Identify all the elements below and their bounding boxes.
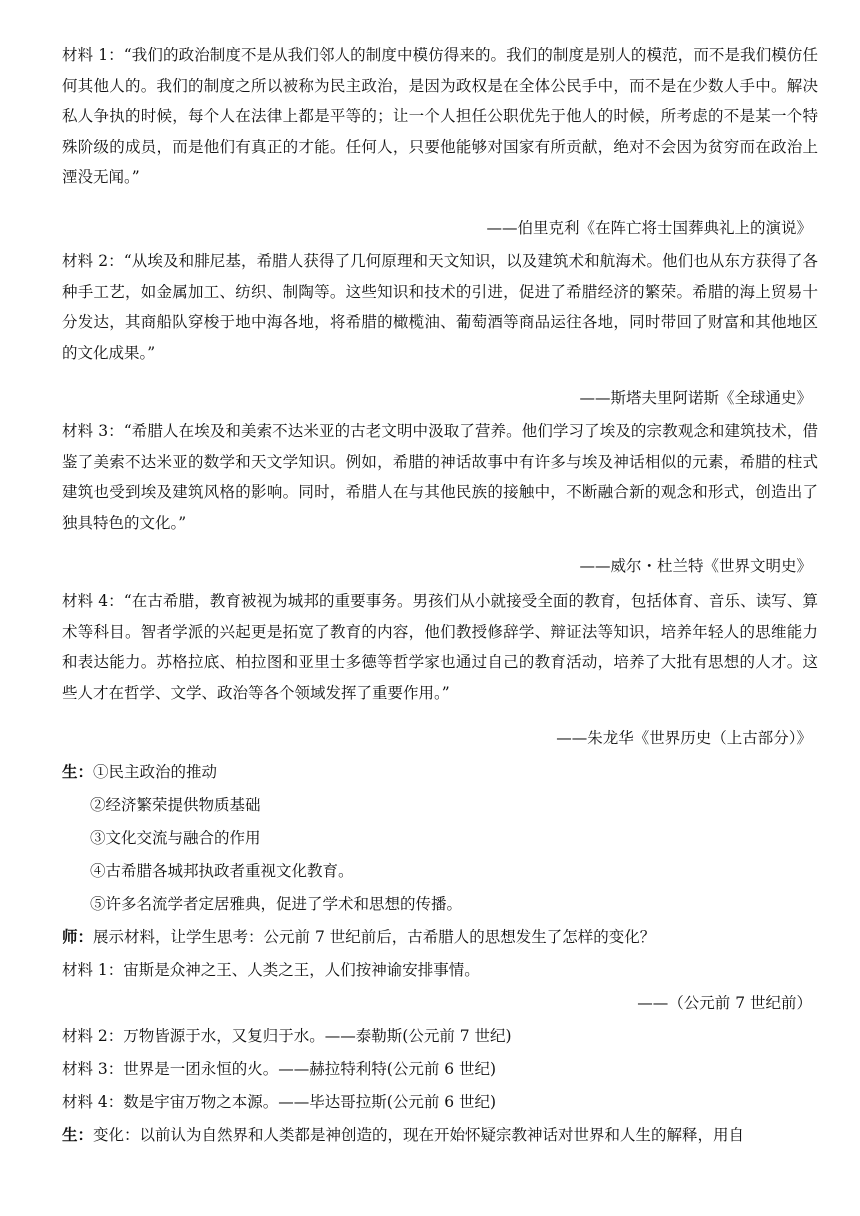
- material-4-source: ——朱龙华《世界历史（上古部分）》: [556, 729, 812, 747]
- material-2-source: ——斯塔夫里阿诺斯《全球通史》: [579, 389, 812, 407]
- material-3-paragraph: 材料 3：“希腊人在埃及和美索不达米亚的古老文明中汲取了营养。他们学习了埃及的宗教观念和建筑技术，借鉴了美索不达米亚的数学和天文学知识。例如，希腊的神话故事中有许多与埃及神话相似的元素，希腊的柱式建筑也受到埃及建筑风格的影响。同时，希腊人在与其他民族的接触中，不断融合新的观念和形式，创造出了独具特色的文化。”: [62, 422, 818, 532]
- material-b-3: 材料 3：世界是一团永恒的火。——赫拉特利特(公元前 6 世纪): [62, 1060, 497, 1078]
- material-b-2: 材料 2：万物皆源于水，又复归于水。——泰勒斯(公元前 7 世纪): [62, 1027, 512, 1045]
- speaker-label: 师：: [62, 927, 94, 946]
- material-3-source: ——威尔・杜兰特《世界文明史》: [579, 557, 812, 575]
- material-4-paragraph: 材料 4：“在古希腊，教育被视为城邦的重要事务。男孩们从小就接受全面的教育，包括体育、音乐、读写、算术等科目。智者学派的兴起更是拓宽了教育的内容，他们教授修辞学、辩证法等知识，培养年轻人的思维能力和表达能力。苏格拉底、柏拉图和亚里士多德等哲学家也通过自己的教育活动，培养了大批有思想的人才。这些人才在哲学、文学、政治等各个领域发挥了重要作用。”: [62, 592, 818, 702]
- answer-item: ②经济繁荣提供物质基础: [90, 796, 261, 814]
- student-answer-2-text: 变化：以前认为自然界和人类都是神创造的，现在开始怀疑宗教神话对世界和人生的解释，用自: [93, 1126, 745, 1144]
- material-b-1-source: ——（公元前 7 世纪前）: [637, 994, 812, 1012]
- answer-item: ①民主政治的推动: [93, 763, 218, 781]
- teacher-prompt-text: 展示材料，让学生思考：公元前 7 世纪前后，古希腊人的思想发生了怎样的变化？: [93, 928, 656, 946]
- material-1-source: ——伯里克利《在阵亡将士国葬典礼上的演说》: [486, 219, 812, 237]
- material-b-1: 材料 1：宙斯是众神之王、人类之王，人们按神谕安排事情。: [62, 961, 480, 979]
- speaker-label: 生：: [62, 1125, 94, 1144]
- answer-item: ④古希腊各城邦执政者重视文化教育。: [90, 862, 354, 880]
- answer-item: ③文化交流与融合的作用: [90, 829, 261, 847]
- material-b-4: 材料 4：数是宇宙万物之本源。——毕达哥拉斯(公元前 6 世纪): [62, 1093, 497, 1111]
- speaker-label: 生：: [62, 762, 94, 781]
- teacher-prompt: [62, 925, 655, 949]
- student-answer-2: [62, 1123, 818, 1147]
- student-answer-1: [62, 760, 217, 784]
- material-2-paragraph: 材料 2：“从埃及和腓尼基，希腊人获得了几何原理和天文知识，以及建筑术和航海术。他们也从东方获得了各种手工艺，如金属加工、纺织、制陶等。这些知识和技术的引进，促进了希腊经济的繁荣。希腊的海上贸易十分发达，其商船队穿梭于地中海各地，将希腊的橄榄油、葡萄酒等商品运往各地，同时带回了财富和其他地区的文化成果。”: [62, 252, 818, 362]
- answer-item: ⑤许多名流学者定居雅典，促进了学术和思想的传播。: [90, 895, 463, 913]
- material-1-paragraph: 材料 1：“我们的政治制度不是从我们邻人的制度中模仿得来的。我们的制度是别人的模范，而不是我们模仿任何其他人的。我们的制度之所以被称为民主政治，是因为政权是在全体公民手中，而不是在少数人手中。解决私人争执的时候，每个人在法律上都是平等的；让一个人担任公职优先于他人的时候，所考虑的不是某一个特殊阶级的成员，而是他们有真正的才能。任何人，只要他能够对国家有所贡献，绝对不会因为贫穷而在政治上湮没无闻。”: [62, 46, 818, 186]
